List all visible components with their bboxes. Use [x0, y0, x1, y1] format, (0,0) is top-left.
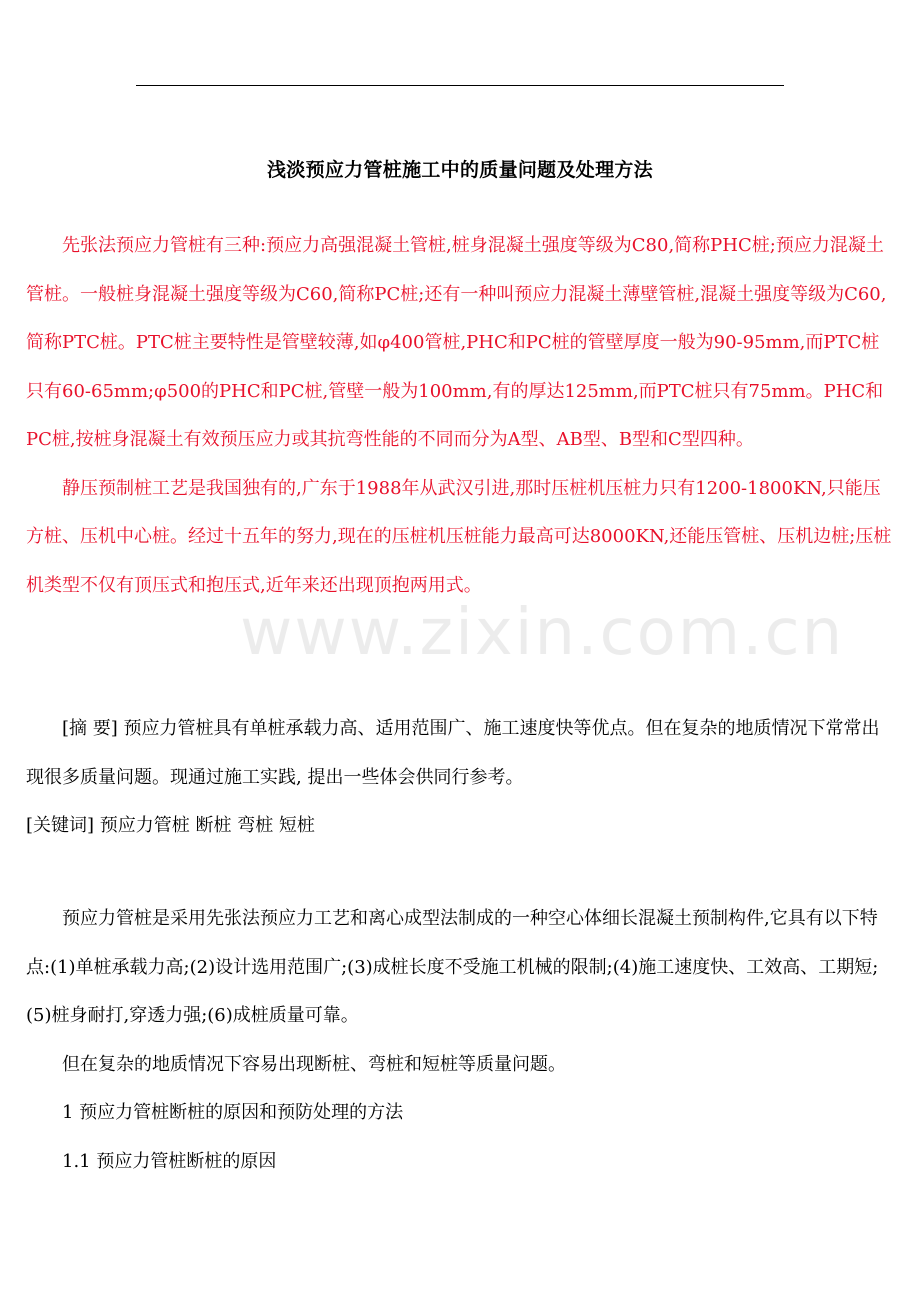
abstract-section	[26, 705, 896, 851]
section-heading-1-1: 1.1 预应力管桩断桩的原因	[62, 1150, 277, 1172]
body-section	[26, 895, 896, 1186]
document-title: 浅淡预应力管桩施工中的质量问题及处理方法	[266, 159, 653, 181]
red-intro-section	[26, 222, 896, 610]
body-paragraph-1: 预应力管桩是采用先张法预应力工艺和离心成型法制成的一种空心体细长混凝土预制构件,它具有以下特点:(1)单桩承载力高;(2)设计选用范围广;(3)成桩长度不受施工机械的限制;(4)施工速度快、工效高、工期短;(5)桩身耐打,穿透力强;(6)成桩质量可靠。	[26, 908, 879, 1026]
red-paragraph-1: 先张法预应力管桩有三种:预应力高强混凝土管桩,桩身混凝土强度等级为C80,简称PHC桩;预应力混凝土管桩。一般桩身混凝土强度等级为C60,简称PC桩;还有一种叫预应力混凝土薄壁管桩,混凝土强度等级为C60,简称PTC桩。PTC桩主要特性是管壁较薄,如φ400管桩,PHC和PC桩的管壁厚度一般为90-95mm,而PTC桩只有60-65mm;φ500的PHC和PC桩,管壁一般为100mm,有的厚达125mm,而PTC桩只有75mm。PHC和PC桩,按桩身混凝土有效预压应力或其抗弯性能的不同而分为A型、AB型、B型和C型四种。	[26, 235, 887, 450]
body-paragraph-2: 但在复杂的地质情况下容易出现断桩、弯桩和短桩等质量问题。	[62, 1053, 566, 1075]
header-rule	[136, 85, 784, 86]
keywords-line: [关键词] 预应力管桩 断桩 弯桩 短桩	[26, 815, 315, 836]
red-paragraph-2: 静压预制桩工艺是我国独有的,广东于1988年从武汉引进,那时压桩机压桩力只有1200-1800KN,只能压方桩、压机中心桩。经过十五年的努力,现在的压桩机压桩能力最高可达8000KN,还能压管桩、压机边桩;压桩机类型不仅有顶压式和抱压式,近年来还出现顶抱两用式。	[26, 477, 892, 596]
watermark-text: www.zixin.com.cn	[240, 596, 845, 670]
abstract-paragraph: [摘 要] 预应力管桩具有单桩承载力高、适用范围广、施工速度快等优点。但在复杂的地质情况下常常出现很多质量问题。现通过施工实践, 提出一些体会供同行参考。	[26, 718, 880, 788]
section-heading-1: 1 预应力管桩断桩的原因和预防处理的方法	[62, 1102, 404, 1123]
